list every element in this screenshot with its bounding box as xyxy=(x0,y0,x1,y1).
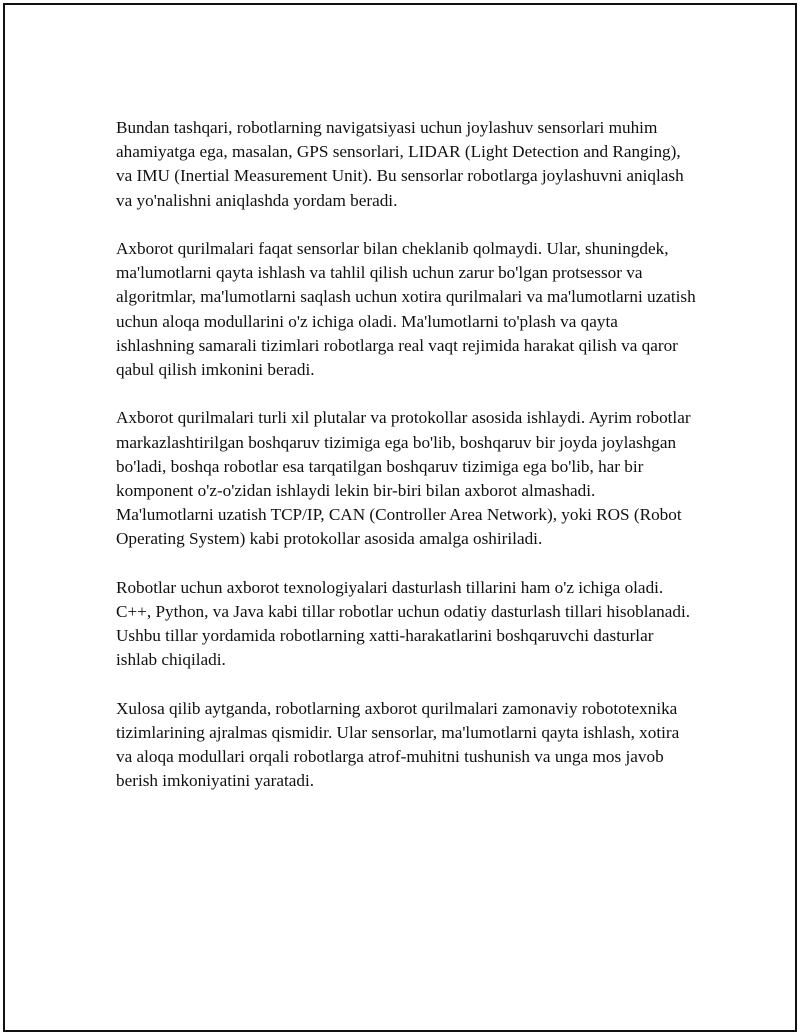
paragraph-navigation-sensors: Bundan tashqari, robotlarning navigatsiyasi uchun joylashuv sensorlari muhim ahamiyatga ega, masalan, GPS sensorlari, LIDAR (Light Detection and Ranging), va IMU (Inertial Measurement Unit). Bu sensorlar robotlarga joylashuvni aniqlash va yo'nalishni aniqlashda yordam beradi. xyxy=(116,118,684,210)
paragraph-conclusion: Xulosa qilib aytganda, robotlarning axborot qurilmalari zamonaviy robototexnika tizimlarining ajralmas qismidir. Ular sensorlar, ma'lumotlarni qayta ishlash, xotira va aloqa modullari orqali robotlarga atrof-muhitni tushunish va unga mos javob berish imkoniyatini yaratadi. xyxy=(116,698,680,791)
document-body xyxy=(116,116,696,818)
paragraph-information-devices: Axborot qurilmalari faqat sensorlar bilan cheklanib qolmaydi. Ular, shuningdek, ma'lumotlarni qayta ishlash va tahlil qilish uchun zarur bo'lgan protsessor va algoritmlar, ma'lumotlarni saqlash uchun xotira qurilmalari va ma'lumotlarni uzatish uchun aloqa modullarini o'z ichiga oladi. Ma'lumotlarni to'plash va qayta ishlashning samarali tizimlari robotlarga real vaqt rejimida harakat qilish va qaror qabul qilish imkonini beradi. xyxy=(116,239,696,380)
paragraph-programming-languages: Robotlar uchun axborot texnologiyalari dasturlash tillarini ham o'z ichiga oladi. C++, Python, va Java kabi tillar robotlar uchun odatiy dasturlash tillari hisoblanadi. Ushbu tillar yordamida robotlarning xatti-harakatlarini boshqaruvchi dasturlar ishlab chiqiladi. xyxy=(116,577,691,670)
paragraph-platforms-protocols: Axborot qurilmalari turli xil plutalar va protokollar asosida ishlaydi. Ayrim robotlar markazlashtirilgan boshqaruv tizimiga ega bo'lib, boshqaruv bir joyda joylashgan bo'ladi, boshqa robotlar esa tarqatilgan boshqaruv tizimiga ega bo'lib, har bir komponent o'z-o'zidan ishlaydi lekin bir-biri bilan axborot almashadi. Ma'lumotlarni uzatish TCP/IP, CAN (Controller Area Network), yoki ROS (Robot Operating System) kabi protokollar asosida amalga oshiriladi. xyxy=(116,408,691,549)
